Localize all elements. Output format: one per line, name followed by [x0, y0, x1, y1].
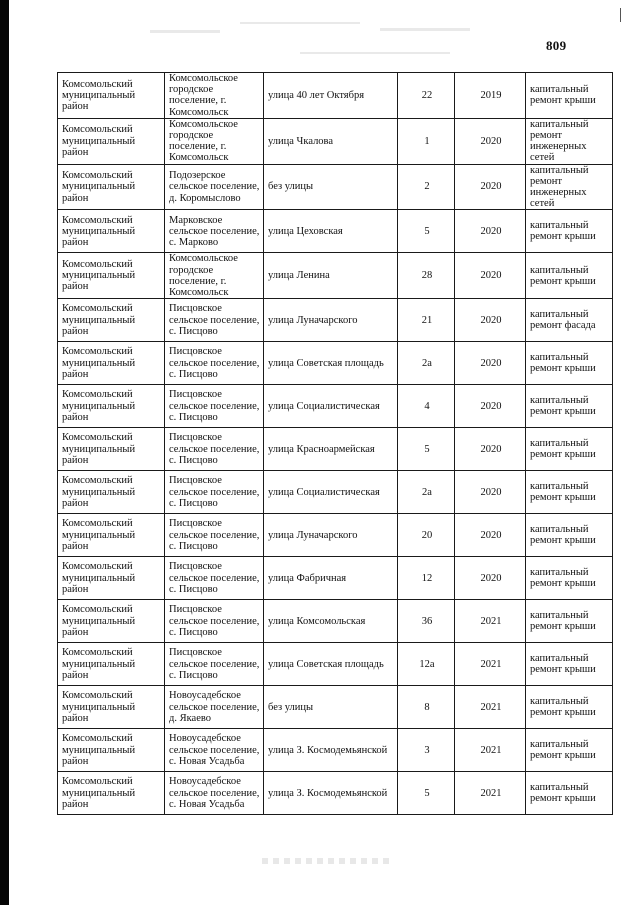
scan-mark — [620, 8, 621, 22]
work-type-cell: капитальный ремонт крыши — [526, 73, 613, 119]
street-cell: улица Социалистическая — [264, 385, 398, 428]
house-number-cell: 5 — [398, 772, 455, 815]
table-row — [58, 342, 613, 385]
work-type-cell: капитальный ремонт крыши — [526, 471, 613, 514]
work-type-cell: капитальный ремонт крыши — [526, 385, 613, 428]
year-cell: 2021 — [455, 643, 526, 686]
scan-noise — [380, 28, 470, 31]
street-cell: улица Цеховская — [264, 210, 398, 253]
house-number-cell: 5 — [398, 428, 455, 471]
street-cell: улица 40 лет Октября — [264, 73, 398, 119]
street-cell: улица З. Космодемьянской — [264, 772, 398, 815]
district-cell: Комсомольский муниципальный район — [58, 772, 165, 815]
district-cell: Комсомольский муниципальный район — [58, 210, 165, 253]
settlement-cell: Новоусадебское сельское поселение, д. Якаево — [165, 686, 264, 729]
house-number-cell: 1 — [398, 118, 455, 164]
district-cell: Комсомольский муниципальный район — [58, 118, 165, 164]
table-row — [58, 164, 613, 210]
table-row — [58, 73, 613, 119]
street-cell: улица Ленина — [264, 253, 398, 299]
house-number-cell: 12а — [398, 643, 455, 686]
work-type-cell: капитальный ремонт инженерных сетей — [526, 164, 613, 210]
work-type-cell: капитальный ремонт крыши — [526, 428, 613, 471]
district-cell: Комсомольский муниципальный район — [58, 600, 165, 643]
work-type-cell: капитальный ремонт крыши — [526, 253, 613, 299]
table-row — [58, 428, 613, 471]
year-cell: 2020 — [455, 299, 526, 342]
street-cell: улица Советская площадь — [264, 643, 398, 686]
table-row — [58, 729, 613, 772]
settlement-cell: Писцовское сельское поселение, с. Писцово — [165, 600, 264, 643]
table-row — [58, 772, 613, 815]
scan-noise — [240, 22, 360, 24]
table-row — [58, 210, 613, 253]
year-cell: 2020 — [455, 118, 526, 164]
table-row — [58, 471, 613, 514]
house-number-cell: 2а — [398, 342, 455, 385]
settlement-cell: Новоусадебское сельское поселение, с. Новая Усадьба — [165, 772, 264, 815]
house-number-cell: 12 — [398, 557, 455, 600]
year-cell: 2020 — [455, 164, 526, 210]
settlement-cell: Писцовское сельское поселение, с. Писцово — [165, 557, 264, 600]
work-type-cell: капитальный ремонт крыши — [526, 557, 613, 600]
year-cell: 2020 — [455, 342, 526, 385]
table-row — [58, 643, 613, 686]
scan-noise — [300, 52, 450, 54]
house-number-cell: 3 — [398, 729, 455, 772]
house-number-cell: 2 — [398, 164, 455, 210]
settlement-cell: Писцовское сельское поселение, с. Писцово — [165, 299, 264, 342]
street-cell: улица Фабричная — [264, 557, 398, 600]
year-cell: 2019 — [455, 73, 526, 119]
table-row — [58, 686, 613, 729]
year-cell: 2021 — [455, 729, 526, 772]
settlement-cell: Комсомольское городское поселение, г. Комсомольск — [165, 73, 264, 119]
house-number-cell: 21 — [398, 299, 455, 342]
work-type-cell: капитальный ремонт крыши — [526, 210, 613, 253]
page-number: 809 — [546, 38, 567, 53]
table-row — [58, 253, 613, 299]
street-cell: улица Советская площадь — [264, 342, 398, 385]
house-number-cell: 2а — [398, 471, 455, 514]
housing-repair-table — [57, 72, 613, 815]
table-body — [58, 73, 613, 815]
work-type-cell: капитальный ремонт крыши — [526, 686, 613, 729]
table-row — [58, 385, 613, 428]
work-type-cell: капитальный ремонт крыши — [526, 729, 613, 772]
year-cell: 2021 — [455, 600, 526, 643]
district-cell: Комсомольский муниципальный район — [58, 686, 165, 729]
work-type-cell: капитальный ремонт крыши — [526, 342, 613, 385]
work-type-cell: капитальный ремонт крыши — [526, 643, 613, 686]
settlement-cell: Марковское сельское поселение, с. Марково — [165, 210, 264, 253]
settlement-cell: Подозерское сельское поселение, д. Коромыслово — [165, 164, 264, 210]
district-cell: Комсомольский муниципальный район — [58, 73, 165, 119]
district-cell: Комсомольский муниципальный район — [58, 299, 165, 342]
district-cell: Комсомольский муниципальный район — [58, 514, 165, 557]
street-cell: улица Луначарского — [264, 299, 398, 342]
year-cell: 2020 — [455, 210, 526, 253]
work-type-cell: капитальный ремонт крыши — [526, 600, 613, 643]
house-number-cell: 4 — [398, 385, 455, 428]
district-cell: Комсомольский муниципальный район — [58, 557, 165, 600]
street-cell: без улицы — [264, 164, 398, 210]
street-cell: улица Луначарского — [264, 514, 398, 557]
house-number-cell: 36 — [398, 600, 455, 643]
year-cell: 2020 — [455, 557, 526, 600]
table-row — [58, 600, 613, 643]
district-cell: Комсомольский муниципальный район — [58, 164, 165, 210]
work-type-cell: капитальный ремонт крыши — [526, 514, 613, 557]
table-row — [58, 557, 613, 600]
settlement-cell: Писцовское сельское поселение, с. Писцово — [165, 514, 264, 557]
scan-left-edge — [0, 0, 9, 905]
house-number-cell: 5 — [398, 210, 455, 253]
street-cell: улица Комсомольская — [264, 600, 398, 643]
street-cell: улица Чкалова — [264, 118, 398, 164]
street-cell: улица З. Космодемьянской — [264, 729, 398, 772]
work-type-cell: капитальный ремонт крыши — [526, 772, 613, 815]
house-number-cell: 20 — [398, 514, 455, 557]
district-cell: Комсомольский муниципальный район — [58, 253, 165, 299]
settlement-cell: Писцовское сельское поселение, с. Писцово — [165, 428, 264, 471]
settlement-cell: Писцовское сельское поселение, с. Писцово — [165, 385, 264, 428]
settlement-cell: Писцовское сельское поселение, с. Писцово — [165, 643, 264, 686]
street-cell: без улицы — [264, 686, 398, 729]
year-cell: 2020 — [455, 514, 526, 557]
year-cell: 2020 — [455, 385, 526, 428]
settlement-cell: Новоусадебское сельское поселение, с. Новая Усадьба — [165, 729, 264, 772]
year-cell: 2020 — [455, 471, 526, 514]
house-number-cell: 28 — [398, 253, 455, 299]
district-cell: Комсомольский муниципальный район — [58, 729, 165, 772]
street-cell: улица Социалистическая — [264, 471, 398, 514]
table-row — [58, 118, 613, 164]
settlement-cell: Комсомольское городское поселение, г. Комсомольск — [165, 118, 264, 164]
settlement-cell: Писцовское сельское поселение, с. Писцово — [165, 471, 264, 514]
scan-footer-smudge — [262, 858, 390, 864]
district-cell: Комсомольский муниципальный район — [58, 471, 165, 514]
work-type-cell: капитальный ремонт фасада — [526, 299, 613, 342]
house-number-cell: 22 — [398, 73, 455, 119]
work-type-cell: капитальный ремонт инженерных сетей — [526, 118, 613, 164]
table-row — [58, 514, 613, 557]
year-cell: 2020 — [455, 428, 526, 471]
settlement-cell: Писцовское сельское поселение, с. Писцово — [165, 342, 264, 385]
scan-noise — [150, 30, 220, 33]
district-cell: Комсомольский муниципальный район — [58, 385, 165, 428]
street-cell: улица Красноармейская — [264, 428, 398, 471]
year-cell: 2021 — [455, 772, 526, 815]
table-row — [58, 299, 613, 342]
settlement-cell: Комсомольское городское поселение, г. Комсомольск — [165, 253, 264, 299]
district-cell: Комсомольский муниципальный район — [58, 428, 165, 471]
year-cell: 2021 — [455, 686, 526, 729]
year-cell: 2020 — [455, 253, 526, 299]
house-number-cell: 8 — [398, 686, 455, 729]
district-cell: Комсомольский муниципальный район — [58, 342, 165, 385]
district-cell: Комсомольский муниципальный район — [58, 643, 165, 686]
